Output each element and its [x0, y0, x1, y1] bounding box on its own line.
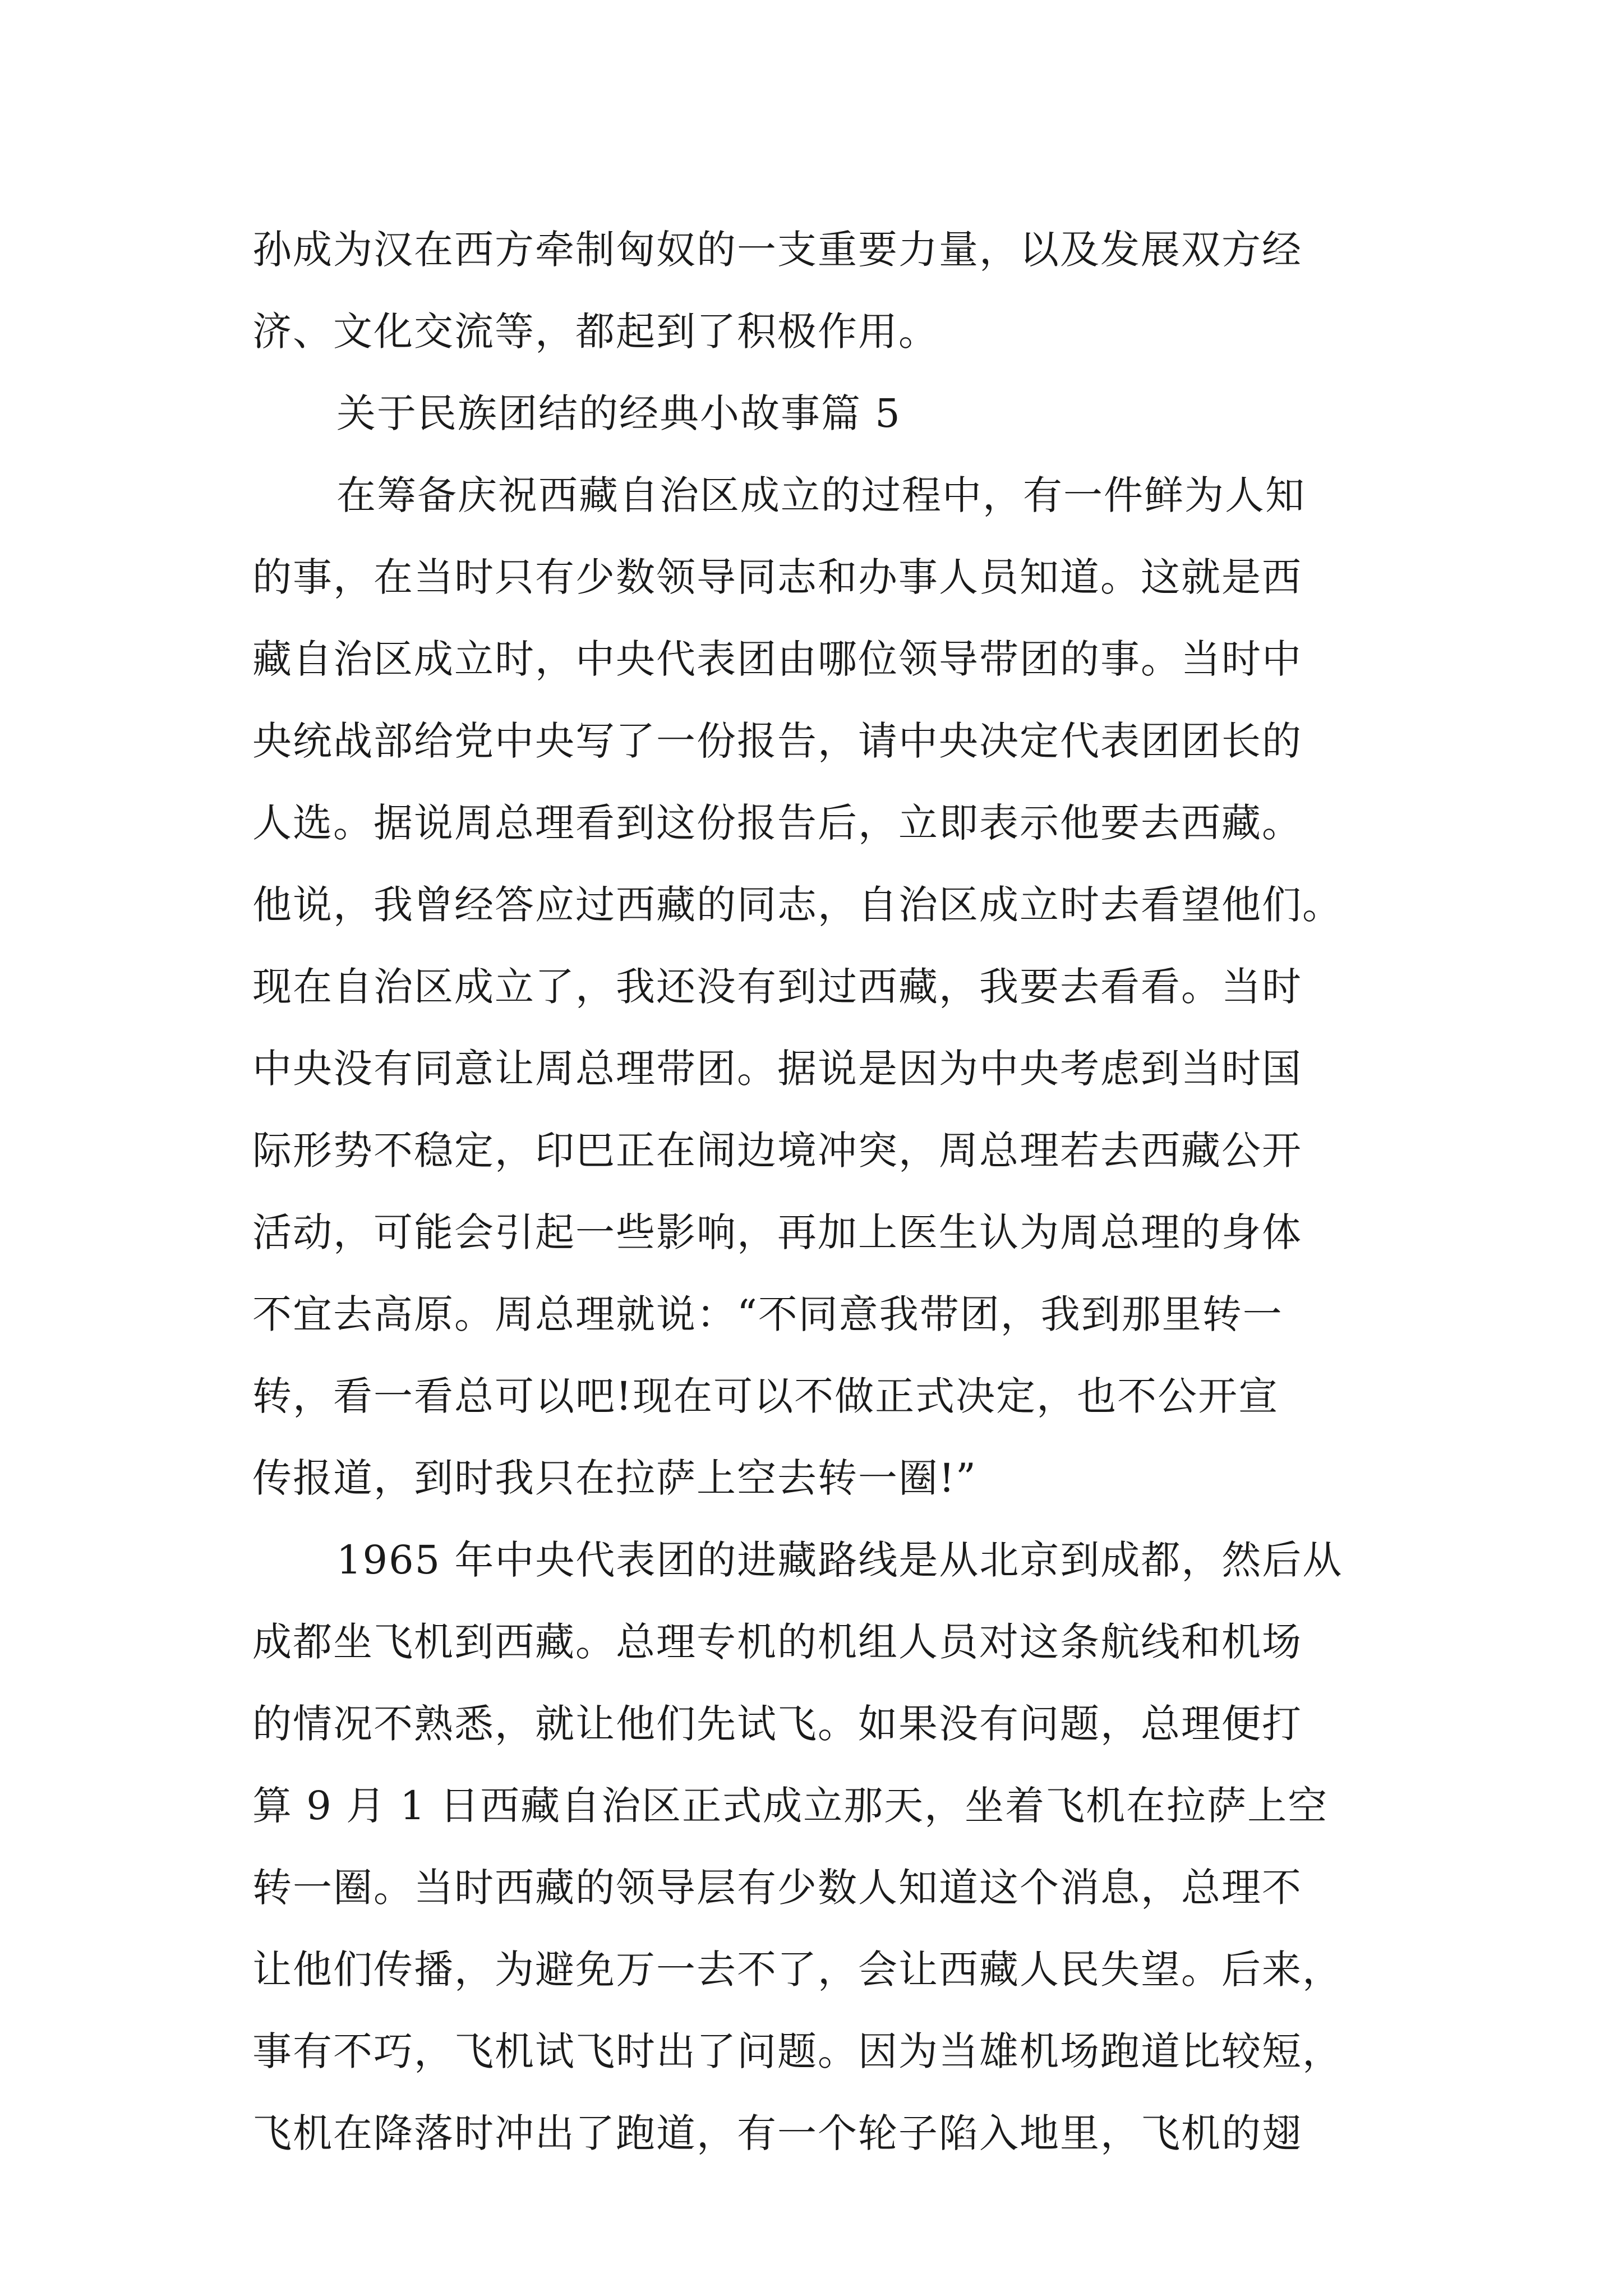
- text-line: 央统战部给党中央写了一份报告，请中央决定代表团团长的: [252, 718, 1302, 764]
- text-line: 济、文化交流等，都起到了积极作用。: [252, 309, 939, 355]
- text-line: 的事，在当时只有少数领导同志和办事人员知道。这就是西: [252, 554, 1302, 600]
- text-line: 事有不巧，飞机试飞时出了问题。因为当雄机场跑道比较短，: [252, 2028, 1343, 2074]
- text-line: 际形势不稳定，印巴正在闹边境冲突，周总理若去西藏公开: [252, 1128, 1302, 1174]
- text-line: 活动，可能会引起一些影响，再加上医生认为周总理的身体: [252, 1209, 1302, 1255]
- text-line: 传报道，到时我只在拉萨上空去转一圈!”: [252, 1455, 977, 1501]
- continuation-paragraph: [252, 209, 1385, 372]
- text-line: 1965 年中央代表团的进藏路线是从北京到成都，然后从: [336, 1537, 1343, 1583]
- text-line: 转，看一看总可以吧!现在可以不做正式决定，也不公开宣: [252, 1373, 1279, 1419]
- text-line: 现在自治区成立了，我还没有到过西藏，我要去看看。当时: [252, 964, 1302, 1010]
- text-line: 他说，我曾经答应过西藏的同志，自治区成立时去看望他们。: [252, 882, 1343, 928]
- text-line: 孙成为汉在西方牵制匈奴的一支重要力量，以及发展双方经: [252, 227, 1302, 273]
- text-line: 让他们传播，为避免万一去不了，会让西藏人民失望。后来，: [252, 1947, 1343, 1993]
- section-heading: 关于民族团结的经典小故事篇 5: [336, 390, 901, 436]
- paragraph-1: [252, 454, 1385, 1519]
- text-line: 在筹备庆祝西藏自治区成立的过程中，有一件鲜为人知: [336, 472, 1306, 518]
- text-line: 成都坐飞机到西藏。总理专机的机组人员对这条航线和机场: [252, 1619, 1302, 1665]
- paragraph-2: [252, 1519, 1385, 2174]
- text-line: 人选。据说周总理看到这份报告后，立即表示他要去西藏。: [252, 800, 1302, 846]
- text-line: 藏自治区成立时，中央代表团由哪位领导带团的事。当时中: [252, 636, 1302, 682]
- text-line: 不宜去高原。周总理就说：“不同意我带团，我到那里转一: [252, 1291, 1283, 1337]
- text-line: 的情况不熟悉，就让他们先试飞。如果没有问题，总理便打: [252, 1701, 1302, 1747]
- text-line: 飞机在降落时冲出了跑道，有一个轮子陷入地里，飞机的翅: [252, 2110, 1302, 2156]
- document-page: [252, 209, 1385, 2174]
- text-line: 转一圈。当时西藏的领导层有少数人知道这个消息，总理不: [252, 1865, 1302, 1911]
- text-line: 算 9 月 1 日西藏自治区正式成立那天，坐着飞机在拉萨上空: [252, 1783, 1329, 1829]
- text-line: 中央没有同意让周总理带团。据说是因为中央考虑到当时国: [252, 1046, 1302, 1092]
